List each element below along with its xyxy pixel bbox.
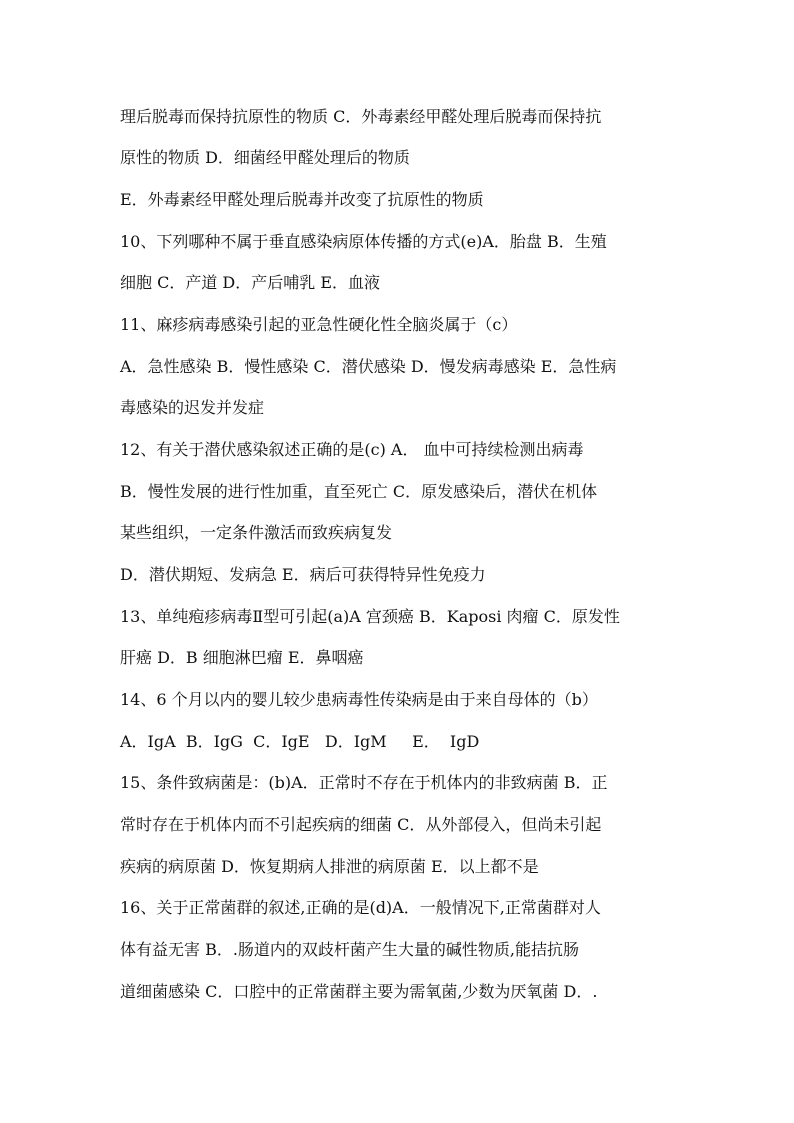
text-line: D．潜伏期短、发病急 E．病后可获得特异性免疫力 xyxy=(120,565,486,584)
text-line: 毒感染的迟发并发症 xyxy=(120,398,265,417)
text-line: 理后脱毒而保持抗原性的物质 C．外毒素经甲醛处理后脱毒而保持抗 xyxy=(120,107,602,126)
text-line: 道细菌感染 C．口腔中的正常菌群主要为需氧菌,少数为厌氧菌 D．. xyxy=(120,982,598,1001)
text-line: 某些组织，一定条件激活而致疾病复发 xyxy=(120,523,393,542)
text-line: 常时存在于机体内而不引起疾病的细菌 C．从外部侵入，但尚未引起 xyxy=(120,815,602,834)
text-line: 14、6 个月以内的婴儿较少患病毒性传染病是由于来自母体的（b） xyxy=(120,690,598,709)
text-line: A．IgA B．IgG C．IgE D．IgM E． IgD xyxy=(120,732,480,751)
text-line: 疾病的病原菌 D．恢复期病人排泄的病原菌 E．以上都不是 xyxy=(120,857,539,876)
text-line: 11、麻疹病毒感染引起的亚急性硬化性全脑炎属于（c） xyxy=(120,315,518,334)
text-line: A．急性感染 B．慢性感染 C．潜伏感染 D．慢发病毒感染 E．急性病 xyxy=(120,357,617,376)
text-line: 15、条件致病菌是：(b)A．正常时不存在于机体内的非致病菌 B．正 xyxy=(120,773,608,792)
text-line: 12、有关于潜伏感染叙述正确的是(c) A． 血中可持续检测出病毒 xyxy=(120,440,584,459)
text-line: 肝癌 D．B 细胞淋巴瘤 E．鼻咽癌 xyxy=(120,648,364,667)
text-line: 原性的物质 D．细菌经甲醛处理后的物质 xyxy=(120,148,410,167)
text-line: 13、单纯疱疹病毒Ⅱ型可引起(a)A 宫颈癌 B．Kaposi 肉瘤 C．原发性 xyxy=(120,607,620,626)
text-line: 细胞 C．产道 D．产后哺乳 E．血液 xyxy=(120,273,381,292)
text-line: 16、关于正常菌群的叙述,正确的是(d)A．一般情况下,正常菌群对人 xyxy=(120,898,601,917)
text-line: B．慢性发展的进行性加重，直至死亡 C．原发感染后，潜伏在机体 xyxy=(120,482,598,501)
text-line: 体有益无害 B．.肠道内的双歧杆菌产生大量的碱性物质,能拮抗肠 xyxy=(120,940,580,959)
text-line: E．外毒素经甲醛处理后脱毒并改变了抗原性的物质 xyxy=(120,190,484,209)
text-line: 10、下列哪种不属于垂直感染病原体传播的方式(e)A．胎盘 B．生殖 xyxy=(120,232,607,251)
